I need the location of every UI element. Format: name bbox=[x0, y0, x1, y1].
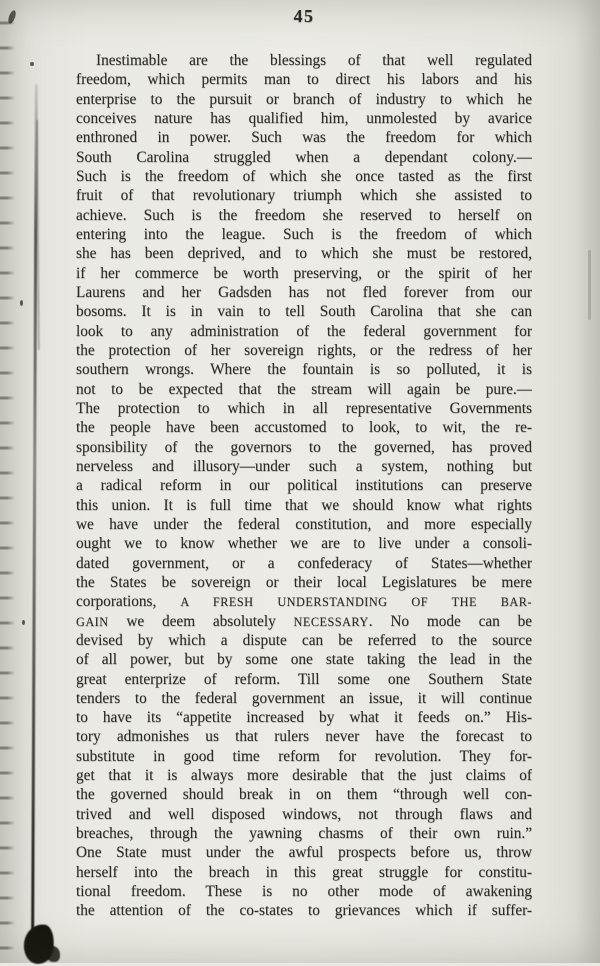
text-line bbox=[76, 592, 532, 611]
text-line bbox=[76, 863, 532, 882]
text-segment: fruit of that revolutionary triumph which she assisted to bbox=[76, 187, 532, 205]
text-segment: look to any administration of the federal government for bbox=[76, 322, 532, 340]
text-segment: the people have been accustomed to look, to wit, the re- bbox=[76, 419, 532, 437]
text-line bbox=[76, 785, 532, 804]
smallcaps-text: NECESSARY bbox=[293, 614, 369, 629]
text-segment: nerveless and illusory—under such a system, nothing but bbox=[76, 457, 532, 475]
text-segment: not to be expected that the stream will again be pure.— bbox=[76, 380, 532, 398]
text-line bbox=[76, 843, 532, 862]
text-line bbox=[76, 51, 532, 70]
text-segment: . No mode can be bbox=[368, 612, 532, 630]
text-line bbox=[76, 70, 532, 89]
text-segment: we have under the federal constitution, and more especially bbox=[76, 515, 532, 533]
text-segment: the States be sovereign or their local Legislatures be mere bbox=[76, 573, 532, 591]
text-line bbox=[76, 206, 532, 225]
page-body bbox=[76, 51, 532, 921]
text-segment: great enterprize of reform. Till some one Southern State bbox=[76, 670, 532, 688]
text-line bbox=[76, 882, 532, 901]
text-segment: ought we to know whether we are to live under a consoli- bbox=[76, 535, 532, 553]
text-segment: enthroned in power. Such was the freedom for which bbox=[76, 129, 532, 147]
text-segment: herself into the breach in this great struggle for constitu- bbox=[76, 863, 532, 881]
text-segment: the attention of the co-states to grievances which if suffer- bbox=[76, 902, 532, 920]
text-segment: One State must under the awful prospects before us, throw bbox=[76, 844, 532, 862]
text-line bbox=[76, 341, 532, 360]
text-segment: Inestimable are the blessings of that well regulated bbox=[96, 52, 532, 69]
page-number: 45 bbox=[293, 6, 315, 26]
text-segment: Laurens and her Gadsden has not fled forever from our bbox=[76, 283, 532, 301]
text-line bbox=[76, 302, 532, 321]
text-segment: sponsibility of the governors to the governed, has proved bbox=[76, 438, 532, 456]
text-line bbox=[76, 225, 532, 244]
text-line bbox=[76, 708, 532, 727]
text-line bbox=[76, 689, 532, 708]
smallcaps-text: A FRESH UNDERSTANDING OF THE BAR- bbox=[180, 595, 532, 610]
text-segment: tional freedom. These is no other mode of awakening bbox=[76, 883, 532, 901]
text-line bbox=[76, 418, 532, 437]
text-segment: Such is the freedom of which she once tasted as the first bbox=[76, 167, 532, 185]
text-line bbox=[76, 128, 532, 147]
text-segment: The protection to which in all representative Governments bbox=[76, 399, 532, 417]
text-segment: breaches, through the yawning chasms of their own ruin.” bbox=[76, 825, 532, 843]
text-segment: conceives nature has qualified him, unmolested by avarice bbox=[76, 109, 532, 127]
text-segment: to have its “appetite increased by what it feeds on.” His- bbox=[76, 709, 532, 727]
text-line bbox=[76, 534, 532, 553]
text-line bbox=[76, 380, 532, 399]
text-segment: of all power, but by some one state taking the lead in the bbox=[76, 651, 532, 669]
text-line bbox=[76, 747, 532, 766]
text-segment: South Carolina struggled when a dependant colony.— bbox=[76, 148, 532, 166]
text-segment: dated government, or a confederacy of States—whether bbox=[76, 554, 532, 572]
text-line bbox=[76, 554, 532, 573]
text-segment: devised by which a dispute can be referred to the source bbox=[76, 631, 532, 649]
smallcaps-text: GAIN bbox=[76, 614, 109, 629]
text-line bbox=[76, 360, 532, 379]
text-line bbox=[76, 650, 532, 669]
text-line bbox=[76, 109, 532, 128]
text-line bbox=[76, 727, 532, 746]
text-segment: get that it is always more desirable that the just claims of bbox=[76, 767, 532, 785]
text-line bbox=[76, 670, 532, 689]
text-line bbox=[76, 805, 532, 824]
text-segment: freedom, which permits man to direct his labors and his bbox=[76, 71, 532, 89]
text-line bbox=[76, 496, 532, 515]
text-segment: entering into the league. Such is the freedom of which bbox=[76, 225, 532, 243]
text-segment: she has been deprived, and to which she must be restored, bbox=[76, 245, 532, 263]
text-line bbox=[76, 283, 532, 302]
text-line bbox=[76, 399, 532, 418]
text-line bbox=[76, 824, 532, 843]
text-line bbox=[76, 515, 532, 534]
text-segment: achieve. Such is the freedom she reserved to herself on bbox=[76, 206, 532, 224]
text-line bbox=[76, 167, 532, 186]
text-line bbox=[76, 457, 532, 476]
text-line bbox=[76, 148, 532, 167]
text-segment: bosoms. It is in vain to tell South Carolina that she can bbox=[76, 303, 532, 321]
text-line bbox=[76, 612, 532, 631]
text-line bbox=[76, 476, 532, 495]
text-segment: trived and well disposed windows, not through flaws and bbox=[76, 805, 532, 823]
text-segment: tenders to the federal government an issue, it will continue bbox=[76, 689, 532, 707]
text-segment: this union. It is full time that we should know what rights bbox=[76, 496, 532, 514]
text-segment: the governed should break in on them “through well con- bbox=[76, 786, 532, 804]
text-segment: if her commerce be worth preserving, or the spirit of her bbox=[76, 264, 532, 282]
text-segment: tory admonishes us that rulers never have the forecast to bbox=[76, 728, 532, 746]
text-segment: the protection of her sovereign rights, or the redress of her bbox=[76, 341, 532, 359]
text-line bbox=[76, 90, 532, 109]
text-line bbox=[76, 573, 532, 592]
text-line bbox=[76, 322, 532, 341]
text-line bbox=[76, 766, 532, 785]
text-segment: we deem absolutely bbox=[108, 612, 294, 630]
text-line bbox=[76, 438, 532, 457]
text-segment: a radical reform in our political institutions can preserve bbox=[76, 477, 532, 495]
text-line bbox=[76, 901, 532, 920]
text-segment: enterprise to the pursuit or branch of industry to which he bbox=[76, 90, 532, 108]
text-line bbox=[76, 631, 532, 650]
text-segment: substitute in good time reform for revolution. They for- bbox=[76, 747, 532, 765]
text-segment: southern wrongs. Where the fountain is so polluted, it is bbox=[76, 361, 532, 379]
text-line bbox=[76, 264, 532, 283]
text-line bbox=[76, 244, 532, 263]
text-line bbox=[76, 186, 532, 205]
text-segment: corporations, bbox=[76, 593, 181, 611]
